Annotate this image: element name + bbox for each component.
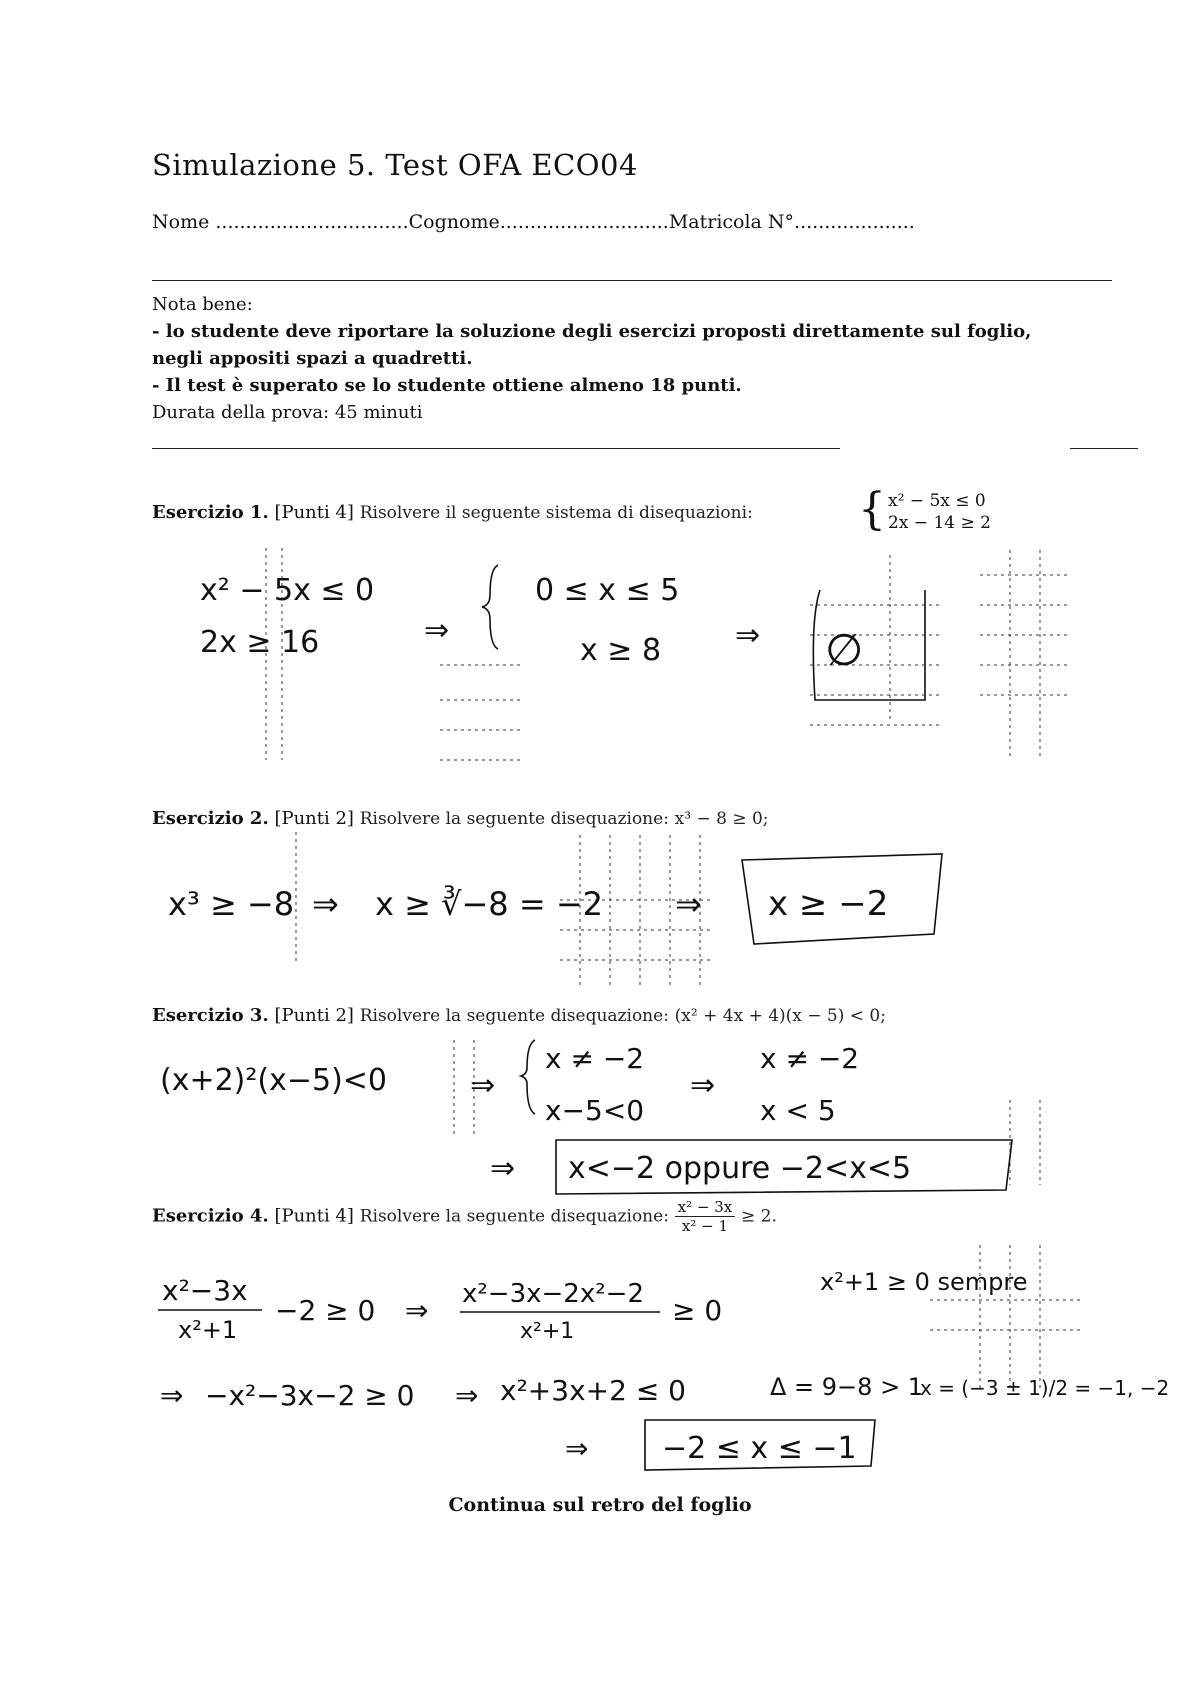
exercise-1-text: Risolvere il seguente sistema di disequazioni: bbox=[359, 503, 753, 523]
exercise-2-label: Esercizio 2. bbox=[152, 808, 269, 829]
ex1-system-brace bbox=[482, 565, 498, 649]
ex4-hw-delta: Δ = 9−8 > 1 bbox=[770, 1373, 924, 1401]
exercise-2-points: [Punti 2] bbox=[274, 808, 354, 829]
nota-line-4: Durata della prova: 45 minuti bbox=[152, 402, 423, 423]
ex3-hw-b1: x ≠ −2 bbox=[545, 1042, 645, 1075]
ex2-hw-arrow-2: ⇒ bbox=[675, 885, 702, 923]
ex3-hw-a: (x+2)²(x−5)<0 bbox=[160, 1063, 388, 1098]
ex1-hw-a2: 2x ≥ 16 bbox=[200, 625, 320, 660]
ex1-hw-b2: x ≥ 8 bbox=[580, 633, 662, 668]
exercise-3-text: Risolvere la seguente disequazione: bbox=[359, 1006, 669, 1026]
ex4-hw-arrow-4: ⇒ bbox=[565, 1432, 589, 1465]
ex4-hw-d: x²+3x+2 ≤ 0 bbox=[500, 1374, 686, 1407]
ex3-system-brace bbox=[521, 1040, 535, 1114]
ex1-hw-arrow-1: ⇒ bbox=[424, 613, 450, 648]
ex4-hw-b-den: x²+1 bbox=[520, 1319, 575, 1344]
exercise-4-text: Risolvere la seguente disequazione: bbox=[359, 1206, 669, 1227]
exercise-2-text: Risolvere la seguente disequazione: bbox=[359, 809, 669, 829]
nome-field: Nome ................................ bbox=[152, 211, 409, 233]
exercise-1-label: Esercizio 1. bbox=[152, 502, 269, 523]
ex1-hw-result: ∅ bbox=[825, 625, 864, 676]
exercise-1-points: [Punti 4] bbox=[274, 502, 354, 523]
ex3-hw-b2: x−5<0 bbox=[545, 1094, 645, 1127]
ex4-hw-note: x²+1 ≥ 0 sempre bbox=[820, 1268, 1028, 1296]
exercise-1-system-line-1: x² − 5x ≤ 0 bbox=[888, 491, 986, 511]
exercise-1-brace: { bbox=[858, 484, 886, 535]
ex2-hw-arrow-1: ⇒ bbox=[312, 885, 339, 923]
page-title: Simulazione 5. Test OFA ECO04 bbox=[152, 148, 638, 182]
ex4-hw-c: −x²−3x−2 ≥ 0 bbox=[205, 1379, 415, 1412]
ex3-hw-c2: x < 5 bbox=[760, 1094, 836, 1127]
nota-line-3: - Il test è superato se lo studente ottiene almeno 18 punti. bbox=[152, 375, 742, 396]
ex4-hw-arrow-2: ⇒ bbox=[160, 1379, 184, 1412]
ex1-hw-b1: 0 ≤ x ≤ 5 bbox=[535, 573, 680, 608]
ex2-hw-result: x ≥ −2 bbox=[768, 884, 889, 924]
ex1-hw-arrow-2: ⇒ bbox=[735, 618, 761, 653]
exercise-3-formula: (x² + 4x + 4)(x − 5) < 0; bbox=[674, 1006, 886, 1026]
ex4-hw-a-rest: −2 ≥ 0 bbox=[275, 1294, 376, 1327]
ex4-hw-a-num: x²−3x bbox=[162, 1274, 248, 1307]
ex3-hw-result: x<−2 oppure −2<x<5 bbox=[568, 1151, 912, 1186]
exercise-2-formula: x³ − 8 ≥ 0; bbox=[674, 809, 769, 829]
grid-lines bbox=[266, 548, 1080, 1390]
nota-line-2: negli appositi spazi a quadretti. bbox=[152, 348, 473, 369]
ex3-hw-c1: x ≠ −2 bbox=[760, 1042, 860, 1075]
cognome-field: Cognome............................ bbox=[408, 211, 669, 233]
ex3-hw-arrow-1: ⇒ bbox=[470, 1068, 496, 1103]
ex3-hw-arrow-3: ⇒ bbox=[490, 1151, 516, 1186]
matricola-field: Matricola N°.................... bbox=[668, 211, 915, 233]
exercise-1-system-line-2: 2x − 14 ≥ 2 bbox=[888, 513, 991, 533]
exercise-4-rhs: ≥ 2. bbox=[741, 1206, 777, 1227]
ex2-hw-b: x ≥ ∛−8 = −2 bbox=[375, 885, 603, 923]
ex4-hw-b-num: x²−3x−2x²−2 bbox=[462, 1279, 644, 1309]
exercise-4-fraction-denominator: x² − 1 bbox=[681, 1217, 729, 1235]
continua-footer: Continua sul retro del foglio bbox=[448, 1494, 752, 1516]
ex4-hw-a-den: x²+1 bbox=[178, 1316, 238, 1344]
exercise-4-points: [Punti 4] bbox=[274, 1205, 354, 1227]
answer-strokes bbox=[158, 565, 1012, 1470]
ex4-hw-arrow-1: ⇒ bbox=[405, 1294, 429, 1327]
ex4-hw-result: −2 ≤ x ≤ −1 bbox=[662, 1431, 857, 1466]
ex4-hw-arrow-3: ⇒ bbox=[455, 1379, 479, 1412]
exercise-3-points: [Punti 2] bbox=[274, 1005, 354, 1026]
exercise-3-label: Esercizio 3. bbox=[152, 1005, 269, 1026]
ex4-hw-b-rest: ≥ 0 bbox=[672, 1294, 723, 1327]
exercise-4-fraction-numerator: x² − 3x bbox=[675, 1198, 736, 1217]
ex1-hw-a1: x² − 5x ≤ 0 bbox=[200, 573, 375, 608]
ex4-hw-roots: x = (−3 ± 1)/2 = −1, −2 bbox=[920, 1376, 1170, 1400]
ex3-hw-arrow-2: ⇒ bbox=[690, 1068, 716, 1103]
nota-line-1: - lo studente deve riportare la soluzione degli esercizi proposti direttamente sul foglio, bbox=[152, 321, 1032, 342]
nota-heading: Nota bene: bbox=[152, 294, 253, 315]
exercise-4-label: Esercizio 4. bbox=[152, 1205, 269, 1227]
ex2-hw-a: x³ ≥ −8 bbox=[168, 885, 295, 923]
